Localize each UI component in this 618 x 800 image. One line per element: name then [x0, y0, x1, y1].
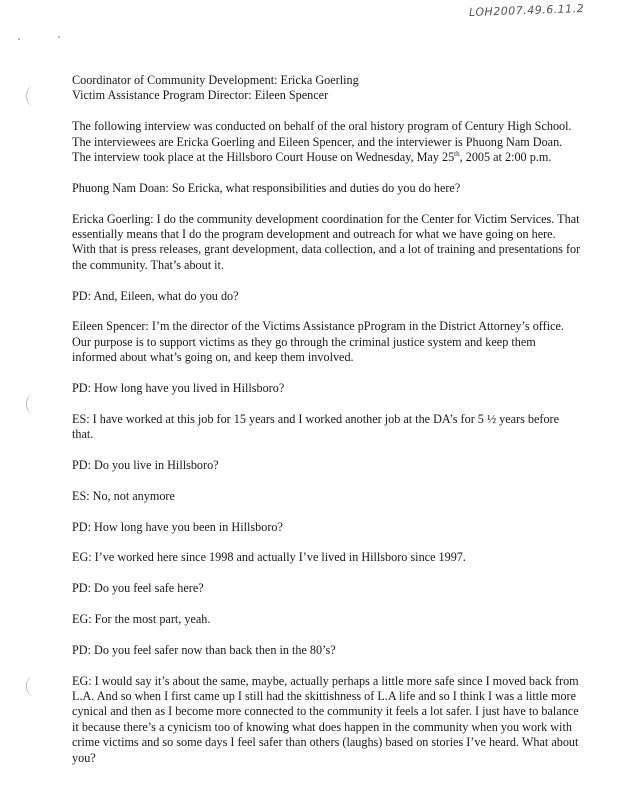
- dialogue-line: PD: And, Eileen, what do you do?: [72, 288, 239, 303]
- dialogue-line: PD: Do you feel safer now than back then in the 80’s?: [72, 642, 336, 657]
- header-line-2: Victim Assistance Program Director: Eileen Spencer: [72, 88, 329, 103]
- interviewee-header: [72, 73, 582, 104]
- intro-paragraph: The following interview was conducted on behalf of the oral history program of Century High School. The interviewees are Ericka Goerling and Eileen Spencer, and the interviewer is Phuong Nam Doan. The interview took place at the Hillsboro Court House on Wednesday, May 25th, 2005 at 2:00 p.m.: [72, 119, 572, 165]
- dialogue-line: EG: I would say it’s about the same, maybe, actually perhaps a little more safe since I moved back from L.A. And so when I first came up I still had the skittishness of L.A life and so I think I was a little more cynical and then as I become more connected to the community it feels a lot safer. I just have to balance it because there’s a cynicism too of knowing what does happen in the community when you work with crime victims and so some days I feel safer than others (laughs) based on stories I’ve heard. What about you?: [72, 673, 579, 765]
- dialogue-line: Phuong Nam Doan: So Ericka, what responsibilities and duties do you do here?: [72, 180, 461, 195]
- archive-handwritten-annotation: LOH2007.49.6.11.2: [468, 1, 585, 20]
- dialogue-line: PD: How long have you been in Hillsboro?: [72, 519, 283, 534]
- header-line-1: Coordinator of Community Development: Ericka Goerling: [72, 73, 359, 87]
- scan-speck: [58, 36, 60, 38]
- interview-transcript: [72, 73, 582, 781]
- dialogue-line: ES: No, not anymore: [72, 488, 175, 503]
- dialogue-line: ES: I have worked at this job for 15 years and I worked another job at the DA’s for 5 ½ years before that.: [72, 411, 560, 442]
- dialogue-line: EG: For the most part, yeah.: [72, 612, 211, 627]
- dialogue-line: Eileen Spencer: I’m the director of the Victims Assistance pProgram in the District Attorney’s office. Our purpose is to support victims as they go through the criminal justice system and keep them informed about what’s going on, and keep them involved.: [72, 319, 564, 365]
- scan-speck: [18, 38, 20, 40]
- dialogue-line: EG: I’ve worked here since 1998 and actually I’ve lived in Hillsboro since 1997.: [72, 550, 466, 565]
- dialogue-line: PD: How long have you lived in Hillsboro?: [72, 381, 285, 396]
- dialogue-line: PD: Do you feel safe here?: [72, 581, 204, 596]
- punch-hole-mark-middle: [26, 394, 41, 414]
- dialogue-line: PD: Do you live in Hillsboro?: [72, 458, 219, 473]
- punch-hole-mark-top: [26, 86, 41, 106]
- punch-hole-mark-bottom: [26, 676, 41, 696]
- dialogue-line: Ericka Goerling: I do the community development coordination for the Center for Victim Services. That essentially means that I do the program development and outreach for what we have going on here. With that is press releases, grant development, data collection, and a lot of training and presentations for the community. That’s about it.: [72, 211, 581, 272]
